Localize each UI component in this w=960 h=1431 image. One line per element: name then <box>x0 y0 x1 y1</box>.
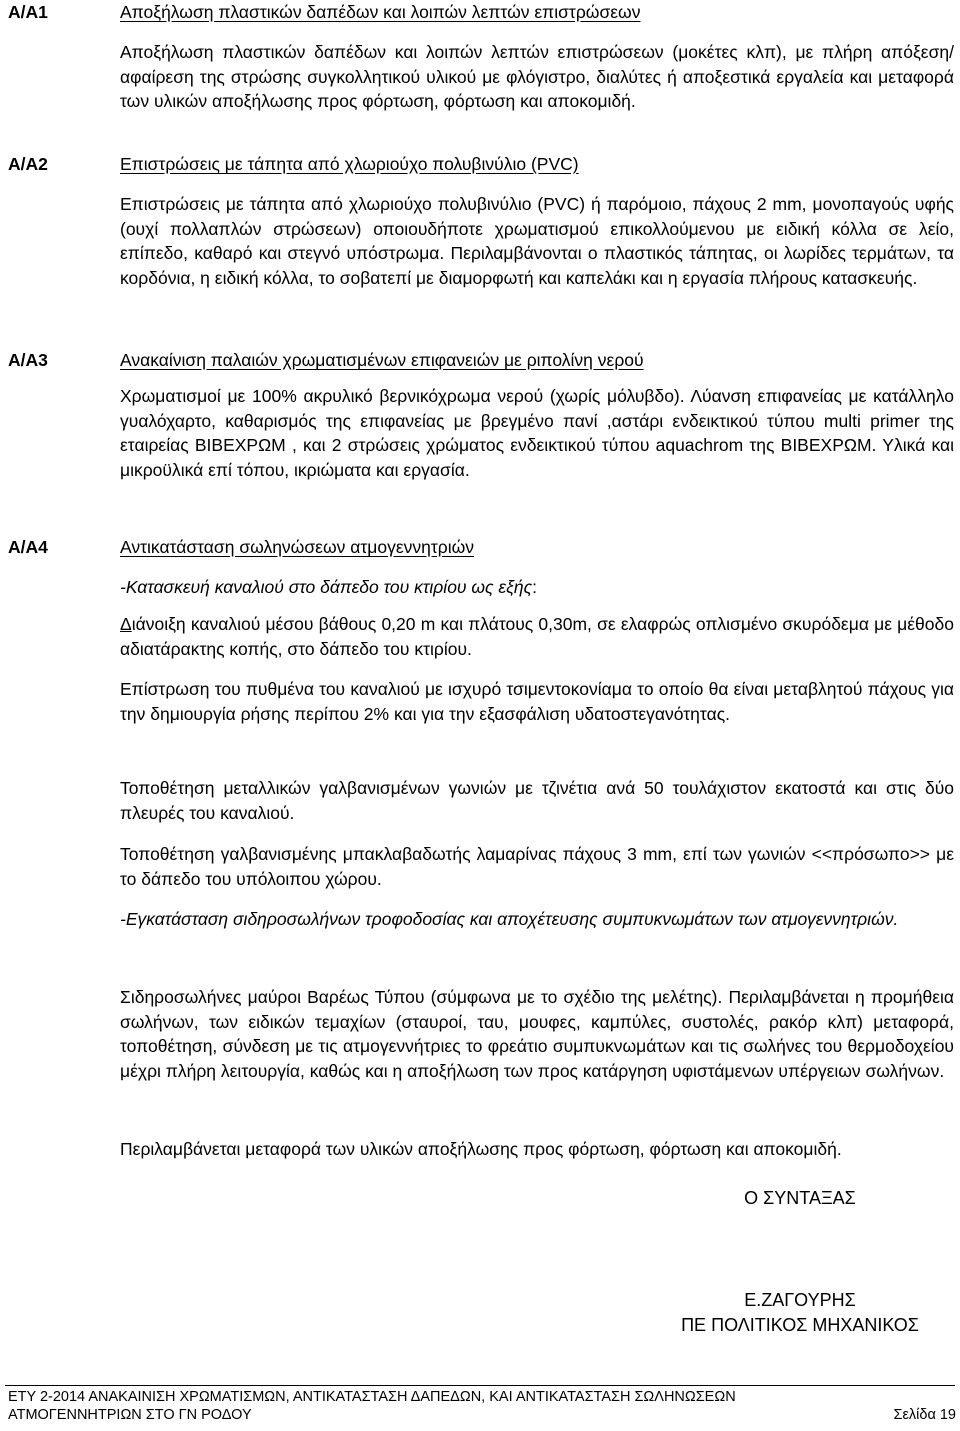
paragraph-rest: ιάνοιξη καναλιού μέσου βάθους 0,20 m και πλάτους 0,30m, σε ελαφρώς οπλισμένο σκυρόδεμα με μέθοδο αδιατάρακτης κοπής, στο δάπεδο του κτιρίου. <box>120 614 954 659</box>
footer-divider <box>5 1385 955 1386</box>
page-number: Σελίδα 19 <box>893 1407 956 1423</box>
sub-heading-colon: : <box>532 577 538 597</box>
paragraph-angles: Τοποθέτηση μεταλλικών γαλβανισμένων γωνιών με τζινέτια ανά 50 τουλάχιστον εκατοστά και στις δύο πλευρές του καναλιού. <box>120 778 954 823</box>
sub-heading-text: -Κατασκευή καναλιού στο δάπεδο του κτιρίου ως εξής <box>120 577 533 597</box>
sub-heading-piping: -Εγκατάσταση σιδηροσωλήνων τροφοδοσίας και αποχέτευσης συμπυκνωμάτων των ατμογεννητριών. <box>120 909 899 929</box>
item-title: Ανακαίνιση παλαιών χρωματισμένων επιφανειών με ριπολίνη νερού <box>120 350 644 370</box>
item-title: Αντικατάσταση σωληνώσεων ατμογεννητριών <box>120 537 475 557</box>
paragraph-screed: Επίστρωση του πυθμένα του καναλιού με ισχυρό τσιμεντοκονίαμα το οποίο θα είναι μεταβλητού πάχους για την δημιουργία ρήσης περίπου 2% και για την εξασφάλιση υδατοστεγανότητας. <box>120 679 954 724</box>
item-code: Α/Α4 <box>8 537 48 557</box>
paragraph-excavation <box>120 612 954 661</box>
sub-heading <box>120 575 954 600</box>
paragraph-checker-plate: Τοποθέτηση γαλβανισμένης μπακλαβαδωτής λαμαρίνας πάχους 3 mm, επί των γωνιών <<πρόσωπο>> με το δάπεδο του υπόλοιπου χώρου. <box>120 844 954 889</box>
signature-role: Ο ΣΥΝΤΑΞΑΣ <box>744 1188 856 1208</box>
paragraph-pipes: Σιδηροσωλήνες μαύροι Βαρέως Τύπου (σύμφωνα με το σχέδιο της μελέτης). Περιλαμβάνεται η προμήθεια σωλήνων, των ειδικών τεμαχίων (σταυροί, ταυ, μουφες, καμπύλες, συστολές, ρακόρ κλπ) μεταφορά, τοποθέτηση, σύνδεση με τις ατμογεννήτριες το φρεάτιο συμπυκνωμάτων και τις σωλήνες του θερμοδοχείου μέχρι πλήρη λειτουργία, καθώς και η αποξήλωση των προς κατάργηση υφιστάμενων υπέργειων σωλήνων. <box>120 987 954 1081</box>
item-code: Α/Α2 <box>8 154 48 174</box>
footer-line-2: ΑΤΜΟΓΕΝΝΗΤΡΙΩΝ ΣΤΟ ΓΝ ΡΟΔΟΥ <box>8 1407 252 1423</box>
item-title: Επιστρώσεις με τάπητα από χλωριούχο πολυβινύλιο (PVC) <box>120 154 579 174</box>
item-description: Επιστρώσεις με τάπητα από χλωριούχο πολυβινύλιο (PVC) ή παρόμοιο, πάχους 2 mm, μονοπαγούς υφής (ουχί πολλαπλών στρώσεων) οποιουδήποτε χρωματισμού επικολλούμενου με ειδική κόλλα σε λείο, επίπεδο, καθαρό και στεγνό υπόστρωμα. Περιλαμβάνονται ο πλαστικός τάπητας, οι λωρίδες τερμάτων, τα κορδόνια, η ειδική κόλλα, το σοβατεπί με διαμορφωτή και καπελάκι και η εργασία πλήρους κατασκευής. <box>120 194 954 288</box>
item-description: Αποξήλωση πλαστικών δαπέδων και λοιπών λεπτών επιστρώσεων (μοκέτες κλπ), με πλήρη απόξεση/αφαίρεση της στρώσης συγκολλητικού υλικού με φλόγιστρο, διαλύτες ή αποξεστικά εργαλεία και μεταφορά των υλικών αποξήλωσης προς φόρτωση, φόρτωση και αποκομιδή. <box>120 42 954 111</box>
paragraph-removal: Περιλαμβάνεται μεταφορά των υλικών αποξήλωσης προς φόρτωση, φόρτωση και αποκομιδή. <box>120 1139 842 1159</box>
item-description: Χρωματισμοί με 100% ακρυλικό βερνικόχρωμα νερού (χωρίς μόλυβδο). Λύανση επιφανείας με κατάλληλο γυαλόχαρτο, καθαρισμός της επιφανείας με βρεγμένο πανί ,αστάρι ενδεικτικού τύπου multi primer της εταιρείας ΒΙΒΕΧΡΩΜ , και 2 στρώσεις χρώματος ενδεικτικού τύπου aquachrom της ΒΙΒΕΧΡΩΜ. Υλικά και μικροϋλικά επί τόπου, ικριώματα και εργασία. <box>120 386 954 480</box>
signature-title: ΠΕ ΠΟΛΙΤΙΚΟΣ ΜΗΧΑΝΙΚΟΣ <box>681 1315 919 1335</box>
item-title: Αποξήλωση πλαστικών δαπέδων και λοιπών λεπτών επιστρώσεων <box>120 2 641 22</box>
item-code: Α/Α3 <box>8 350 48 370</box>
item-code: Α/Α1 <box>8 2 48 22</box>
footer-line-1: ΕΤΥ 2-2014 ΑΝΑΚΑΙΝΙΣΗ ΧΡΩΜΑΤΙΣΜΩΝ, ΑΝΤΙΚΑΤΑΣΤΑΣΗ ΔΑΠΕΔΩΝ, ΚΑΙ ΑΝΤΙΚΑΤΑΣΤΑΣΗ ΣΩΛΗΝΩΣΕΩΝ <box>8 1389 736 1405</box>
signature-name: Ε.ΖΑΓΟΥΡΗΣ <box>744 1290 856 1310</box>
paragraph-first-letter: Δ <box>120 614 132 634</box>
